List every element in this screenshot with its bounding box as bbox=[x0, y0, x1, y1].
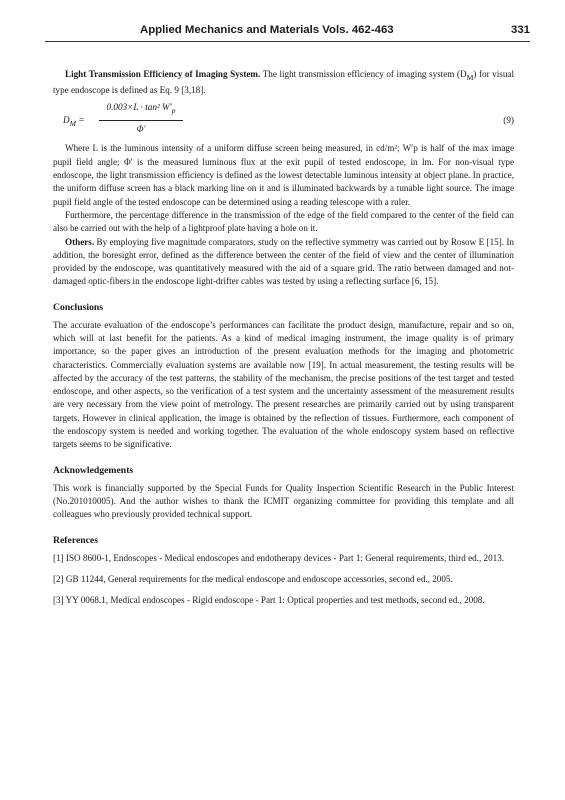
equation-lhs: $D_M$ = bbox=[63, 115, 85, 129]
others-paragraph bbox=[53, 236, 514, 289]
reference-item: [2] GB 11244, General requirements for the medical endoscope and endoscope accessories, second ed., 2005. bbox=[53, 573, 453, 584]
conclusions-text: The accurate evaluation of the endoscope’s performances can facilitate the product design, manufacture, repair and so on, which will at last benefit for the patients. As a kind of medical imaging instrument, the image quality is of primary importance, so the paper gives an introduction of the present evaluation methods for the imaging and photometric characteristics. Commercially evaluation systems are available now [19]. In actual measurement, the testing results will be affected by the accuracy of the test patterns, the stability of the mechanism, the precise positions of the test target and tested endoscope, and other aspects, so the verification of a test system and the uncertainty assessment of the measurement results are very necessary from the view point of metrology. The present researches are primarily carried out by using transparent targets. However in clinical application, the image is obtained by the reflection of tissues. Furthermore, each component of the endoscopy system is needed and working together. The evaluation of the whole endoscopy system based on reflective targets seems to be significative. bbox=[53, 319, 514, 450]
furthermore-paragraph: Furthermore, the percentage difference in the transmission of the edge of the field compared to the center of the field can also be carried out with the help of a lightproof plate having a hole on it. bbox=[53, 209, 514, 234]
acknowledgements-heading: Acknowledgements bbox=[53, 464, 134, 476]
others-lead: Others. bbox=[65, 236, 95, 247]
light-transmission-sub: M bbox=[466, 72, 474, 82]
equation-number: (9) bbox=[503, 115, 514, 126]
equation-9 bbox=[53, 99, 514, 142]
references-heading: References bbox=[53, 534, 99, 546]
header-rule bbox=[45, 41, 530, 42]
running-header bbox=[45, 24, 530, 40]
light-transmission-text: The light transmission efficiency of imaging system (D bbox=[260, 69, 467, 79]
conclusions-heading: Conclusions bbox=[53, 301, 104, 313]
where-paragraph: Where L is the luminous intensity of a uniform diffuse screen being measured, in cd/m²; W′p is half of the max image pupil field angle; Φ′ is the measured luminous flux at the exit pupil of tested endoscope, in lm. For non-visual type endoscope, the light transmission efficiency is defined as the lowest detectable luminous intensity at object plane. In practice, the uniform diffuse screen has a black marking line on it and is illuminated backwards by a tunable light source. The image pupil field angle of the tested endoscope can be determined using a reading telescope with a ruler. bbox=[53, 143, 514, 207]
light-transmission-lead: Light Transmission Efficiency of Imaging System. bbox=[65, 69, 261, 79]
equation-fraction bbox=[99, 101, 183, 135]
others-text: By employing five magnitude comparators, study on the reflective symmetry was carried out by Rosow E [15]. In addition, the boresight error, defined as the difference between the center of the field of view and the center of illumination provided by the endoscope, was quantitatively measured with the aid of a square grid. The ratio between damaged and not-damaged optic-fibers in the endoscope light-drifter cables was tested by using a reflecting surface [6, 15]. bbox=[53, 236, 514, 287]
fraction-bar bbox=[99, 120, 183, 121]
journal-title: Applied Mechanics and Materials Vols. 462-463 bbox=[140, 24, 394, 36]
reference-item: [3] YY 0068.1, Medical endoscopes - Rigid endoscope - Part 1: Optical properties and test methods, second ed., 2008. bbox=[53, 595, 485, 606]
reference-item: [1] ISO 8600-1, Endoscopes - Medical endoscopes and endotherapy devices - Part 1: General requirements, third ed., 2013. bbox=[53, 552, 505, 563]
acknowledgements-text: This work is financially supported by the Special Funds for Quality Inspection Scientific Research in the Public Interest (No.201010005). And the author wishes to thank the ICMIT organizing committee for providing this template and all colleagues who previously provided technical support. bbox=[53, 482, 514, 520]
light-transmission-paragraph bbox=[53, 68, 514, 97]
page-number: 331 bbox=[510, 24, 530, 36]
equation-numerator: 0.003×L · tan² $W'_p$ bbox=[106, 102, 176, 116]
page-body bbox=[53, 68, 514, 615]
light-transmission-text-end: ) for visual type endoscope is defined as Eq. 9 [3,18]. bbox=[53, 69, 514, 96]
equation-denominator: Φ′ bbox=[136, 123, 146, 134]
